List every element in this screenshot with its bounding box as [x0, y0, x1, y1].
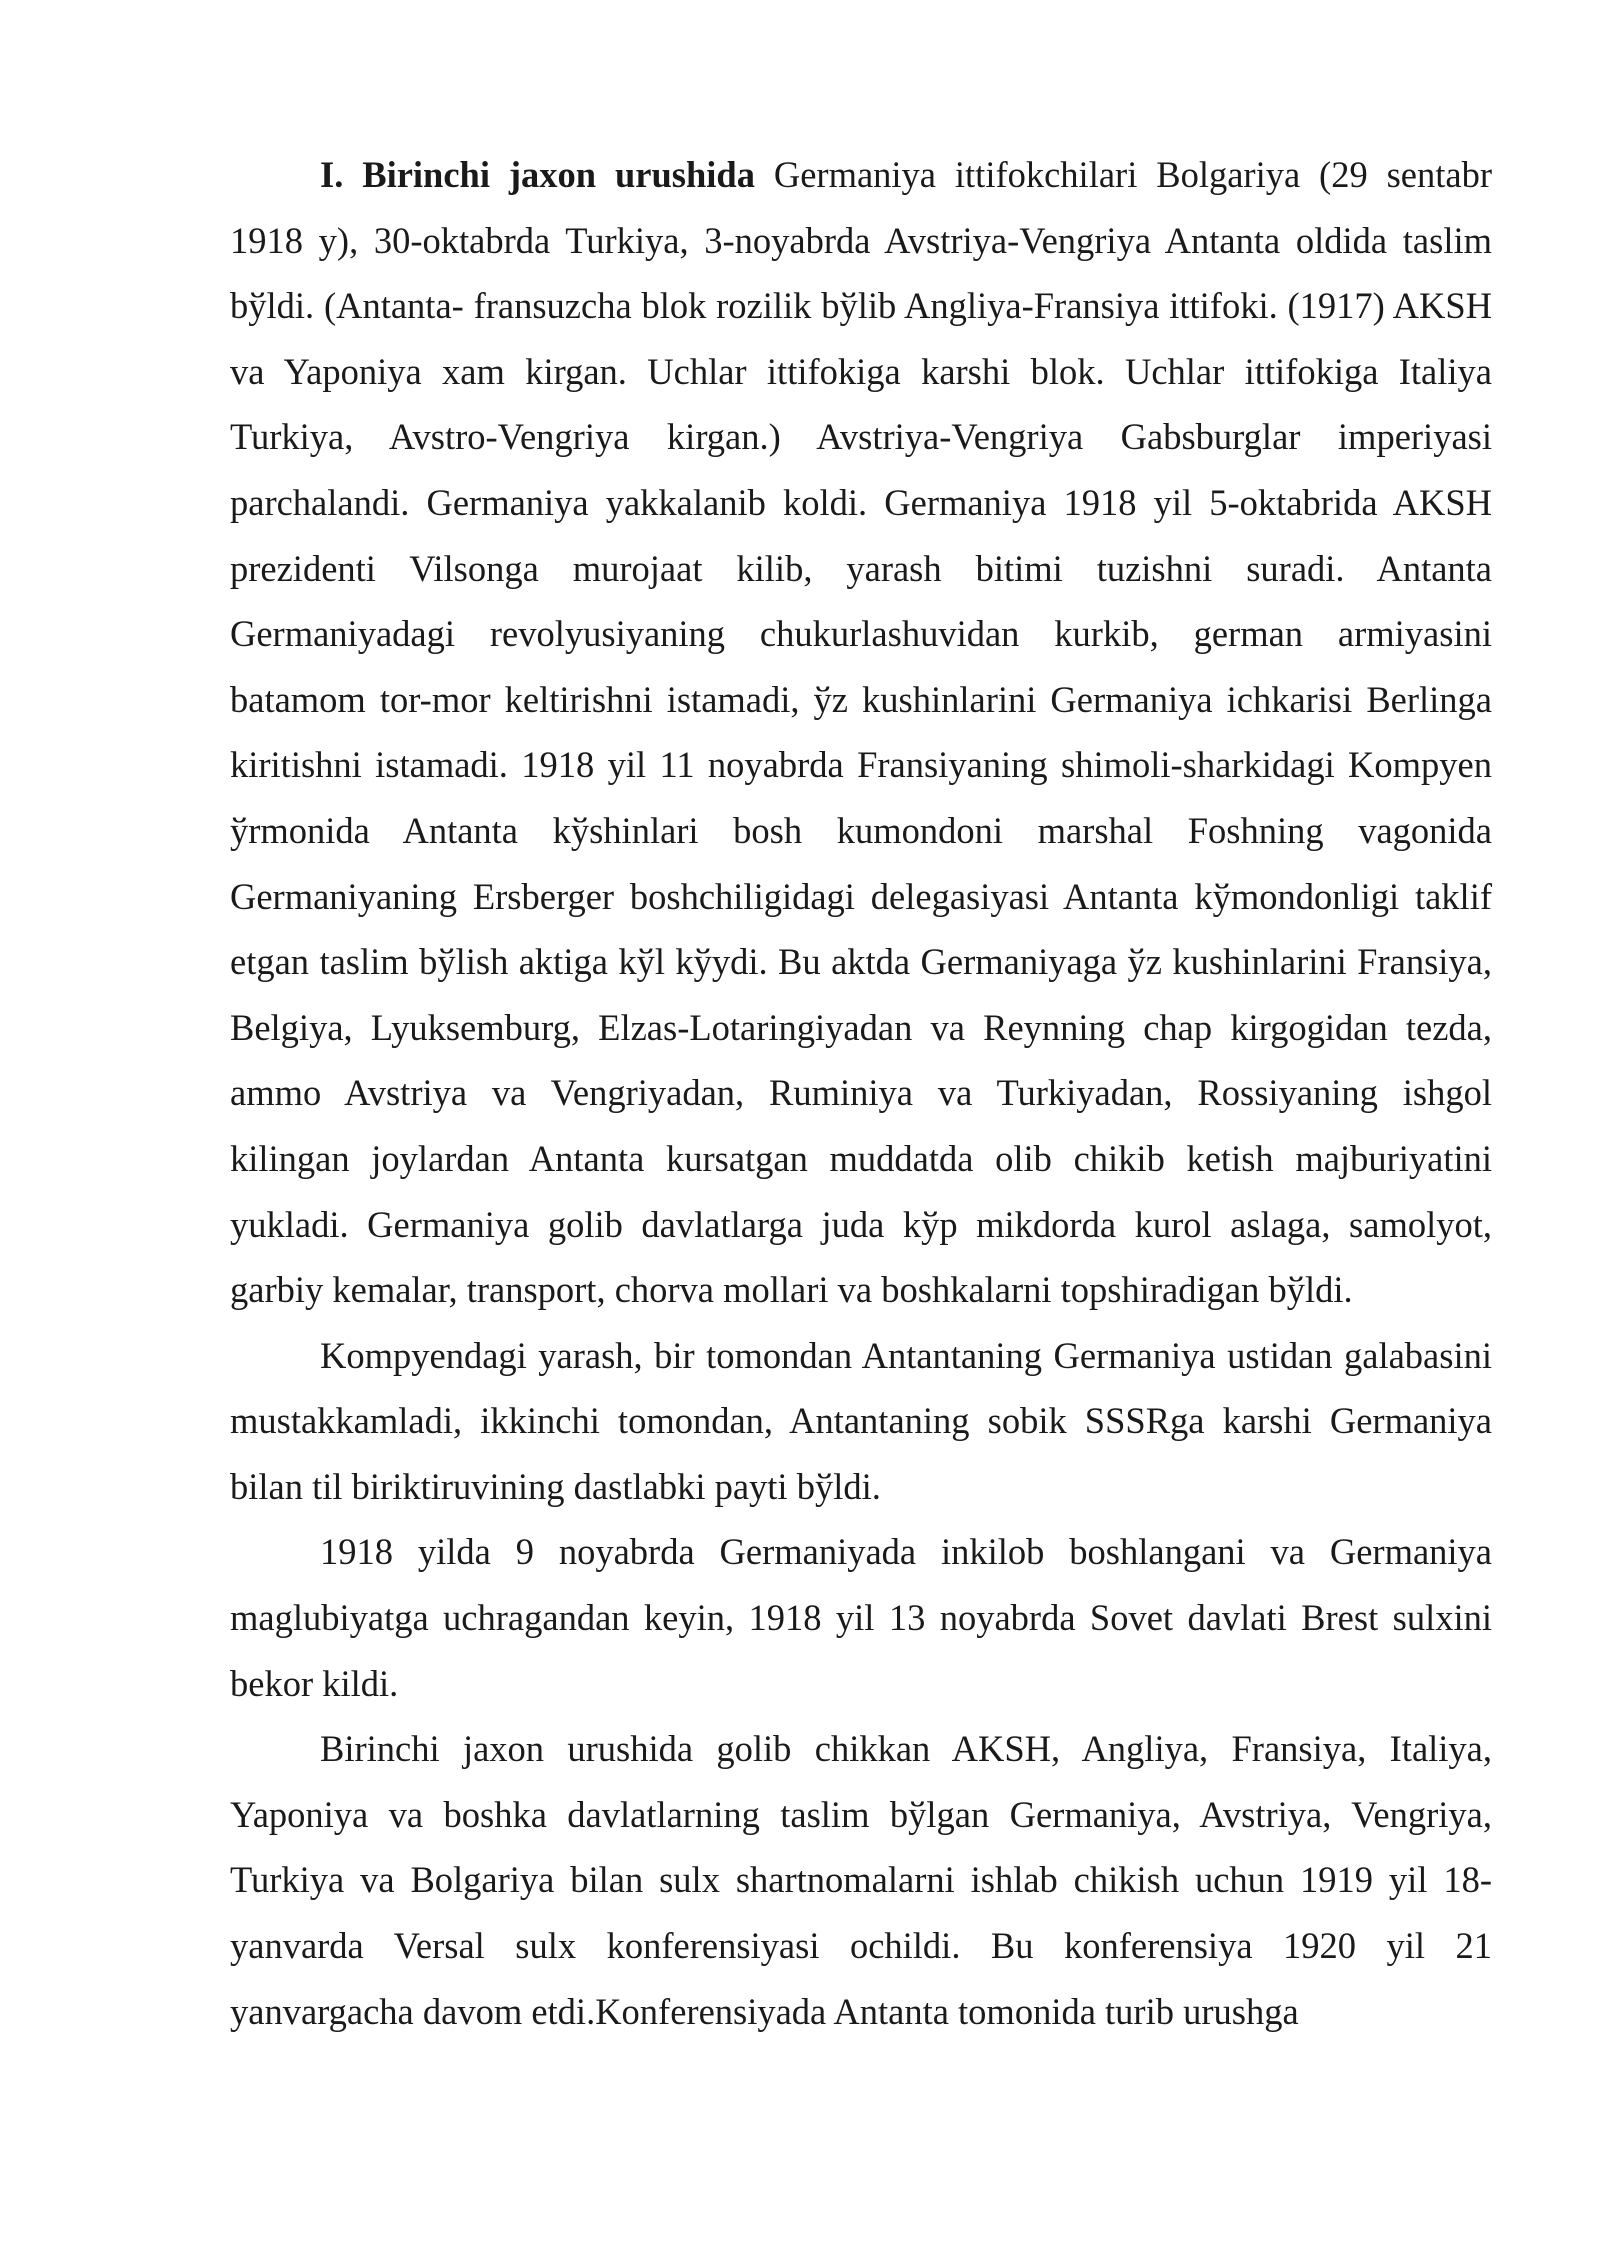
paragraph-2 [230, 1323, 1492, 1520]
paragraph-3-text: 1918 yilda 9 noyabrda Germaniyada inkilob boshlangani va Germaniya maglubiyatga uchragandan keyin, 1918 yil 13 noyabrda Sovet davlati Brest sulxini bekor kildi. [230, 1531, 1492, 1704]
paragraph-4-text: Birinchi jaxon urushida golib chikkan AKSH, Angliya, Fransiya, Italiya, Yaponiya va boshka davlatlarning taslim bўlgan Germaniya, Avstriya, Vengriya, Turkiya va Bolgariya bilan sulx shartnomalarni ishlab chikish uchun 1919 yil 18-yanvarda Versal sulx konferensiyasi ochildi. Bu konferensiya 1920 yil 21 yanvargacha davom etdi.Konferensiyada Antanta tomonida turib urushga [230, 1728, 1492, 2032]
paragraph-1 [230, 142, 1492, 1323]
document-body [230, 142, 1492, 2044]
paragraph-3 [230, 1519, 1492, 1716]
paragraph-2-text: Kompyendagi yarash, bir tomondan Antantaning Germaniya ustidan galabasini mustakkamladi, ikkinchi tomondan, Antantaning sobik SSSRga karshi Germaniya bilan til biriktiruvining dastlabki payti bўldi. [230, 1334, 1492, 1507]
paragraph-1-text: Germaniya ittifokchilari Bolgariya (29 sentabr 1918 y), 30-oktabrda Turkiya, 3-noyabrda Avstriya-Vengriya Antanta oldida taslim bўldi. (Antanta- fransuzcha blok rozilik bўlib Angliya-Fransiya ittifoki. (1917) AKSH va Yaponiya xam kirgan. Uchlar ittifokiga karshi blok. Uchlar ittifokiga Italiya Turkiya, Avstro-Vengriya kirgan.) Avstriya-Vengriya Gabsburglar imperiyasi parchalandi. Germaniya yakkalanib koldi. Germaniya 1918 yil 5-oktabrida AKSH prezidenti Vilsonga murojaat kilib, yarash bitimi tuzishni suradi. Antanta Germaniyadagi revolyusiyaning chukurlashuvidan kurkib, german armiyasini batamom tor-mor keltirishni istamadi, ўz kushinlarini Germaniya ichkarisi Berlinga kiritishni istamadi. 1918 yil 11 noyabrda Fransiyaning shimoli-sharkidagi Kompyen ўrmonida Antanta kўshinlari bosh kumondoni marshal Foshning vagonida Germaniyaning Ersberger boshchiligidagi delegasiyasi Antanta kўmondonligi taklif etgan taslim bўlish aktiga kўl kўydi. Bu aktda Germaniyaga ўz kushinlarini Fransiya, Belgiya, Lyuksemburg, Elzas-Lotaringiyadan va Reynning chap kirgogidan tezda, ammo Avstriya va Vengriyadan, Ruminiya va Turkiyadan, Rossiyaning ishgol kilingan joylardan Antanta kursatgan muddatda olib chikib ketish majburiyatini yukladi. Germaniya golib davlatlarga juda kўp mikdorda kurol aslaga, samolyot, garbiy kemalar, transport, chorva mollari va boshkalarni topshiradigan bўldi. [230, 154, 1492, 1311]
paragraph-1-lead: I. Birinchi jaxon urushida [320, 154, 755, 195]
paragraph-4 [230, 1716, 1492, 2044]
